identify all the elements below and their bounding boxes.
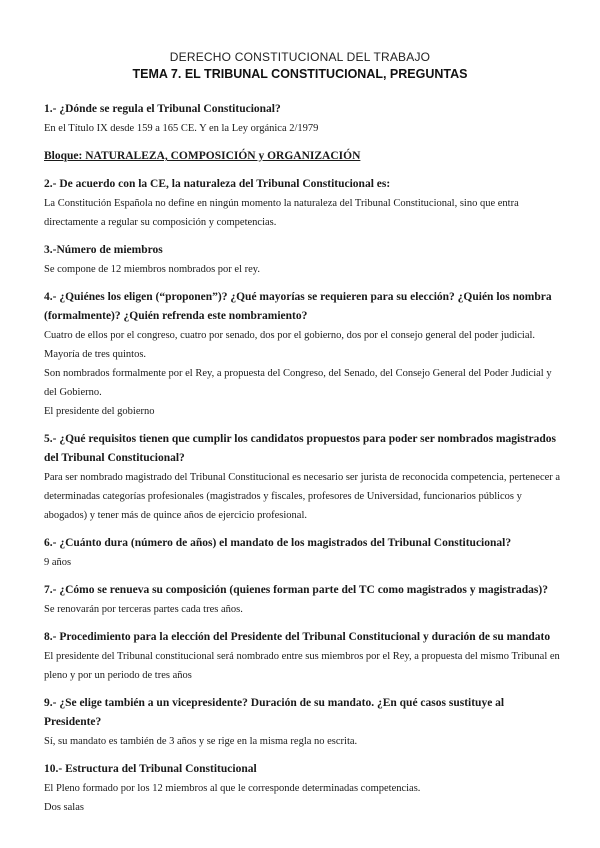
question-block-1	[44, 100, 564, 138]
question-6: 6.- ¿Cuánto dura (número de años) el mandato de los magistrados del Tribunal Constitucional?	[44, 537, 512, 549]
document-title: TEMA 7. EL TRIBUNAL CONSTITUCIONAL, PREGUNTAS	[132, 67, 468, 81]
question-5: 5.- ¿Qué requisitos tienen que cumplir los candidatos propuestos para poder ser nombrados magistrados del Tribunal Constitucional?	[44, 433, 557, 464]
section-heading: Bloque: NATURALEZA, COMPOSICIÓN y ORGANIZACIÓN	[44, 150, 361, 162]
answer-1: En el Título IX desde 159 a 165 CE. Y en la Ley orgánica 2/1979	[44, 123, 319, 134]
question-8: 8.- Procedimiento para la elección del Presidente del Tribunal Constitucional y duración de su mandato	[44, 631, 551, 643]
question-block-7	[44, 581, 564, 619]
document-subtitle: DERECHO CONSTITUCIONAL DEL TRABAJO	[169, 50, 431, 64]
answer-4-line-4: El presidente del gobierno	[44, 406, 155, 417]
answer-8: El presidente del Tribunal constitucional será nombrado entre sus miembros por el Rey, a propuesta del mismo Tribunal en pleno y por un periodo de tres años	[44, 651, 560, 681]
answer-9: Sí, su mandato es también de 3 años y se rige en la misma regla no escrita.	[44, 736, 358, 747]
question-block-2	[44, 175, 564, 232]
question-block-9	[44, 694, 564, 751]
question-10: 10.- Estructura del Tribunal Constitucional	[44, 763, 257, 775]
answer-4-line-3: Son nombrados formalmente por el Rey, a propuesta del Congreso, del Senado, del Consejo General del Poder Judicial y del Gobierno.	[44, 368, 552, 398]
answer-10-line-2: Dos salas	[44, 802, 84, 813]
question-1: 1.- ¿Dónde se regula el Tribunal Constitucional?	[44, 103, 281, 115]
question-9: 9.- ¿Se elige también a un vicepresidente? Duración de su mandato. ¿En qué casos sustituye al Presidente?	[44, 697, 505, 728]
question-block-10	[44, 760, 564, 817]
question-2: 2.- De acuerdo con la CE, la naturaleza del Tribunal Constitucional es:	[44, 178, 391, 190]
answer-10-line-1: El Pleno formado por los 12 miembros al que le corresponde determinadas competencias.	[44, 783, 421, 794]
answer-5: Para ser nombrado magistrado del Tribunal Constitucional es necesario ser jurista de reconocida competencia, pertenecer a determinadas categorías profesionales (magistrados y fiscales, profesores de Universidad, funcionarios públicos y abogados) y tener más de quince años de ejercicio profesional.	[44, 472, 561, 521]
question-3: 3.-Número de miembros	[44, 244, 163, 256]
question-block-8	[44, 628, 564, 685]
question-4: 4.- ¿Quiénes los eligen (“proponen”)? ¿Qué mayorías se requieren para su elección? ¿Quién los nombra (formalmente)? ¿Quién refrenda este nombramiento?	[44, 291, 552, 322]
question-block-6	[44, 534, 564, 572]
question-7: 7.- ¿Cómo se renueva su composición (quienes forman parte del TC como magistrados y magistradas)?	[44, 584, 548, 596]
question-block-3	[44, 241, 564, 279]
answer-4-line-2: Mayoría de tres quintos.	[44, 349, 147, 360]
answer-2: La Constitución Española no define en ningún momento la naturaleza del Tribunal Constitucional, sino que entra directamente a regular su composición y competencias.	[44, 198, 519, 228]
question-block-5	[44, 430, 564, 525]
answer-4-line-1: Cuatro de ellos por el congreso, cuatro por senado, dos por el gobierno, dos por el consejo general del poder judicial.	[44, 330, 536, 341]
question-block-4	[44, 288, 564, 421]
answer-3: Se compone de 12 miembros nombrados por el rey.	[44, 264, 260, 275]
answer-6: 9 años	[44, 557, 72, 568]
answer-7: Se renovarán por terceras partes cada tres años.	[44, 604, 243, 615]
document-body	[44, 100, 564, 826]
